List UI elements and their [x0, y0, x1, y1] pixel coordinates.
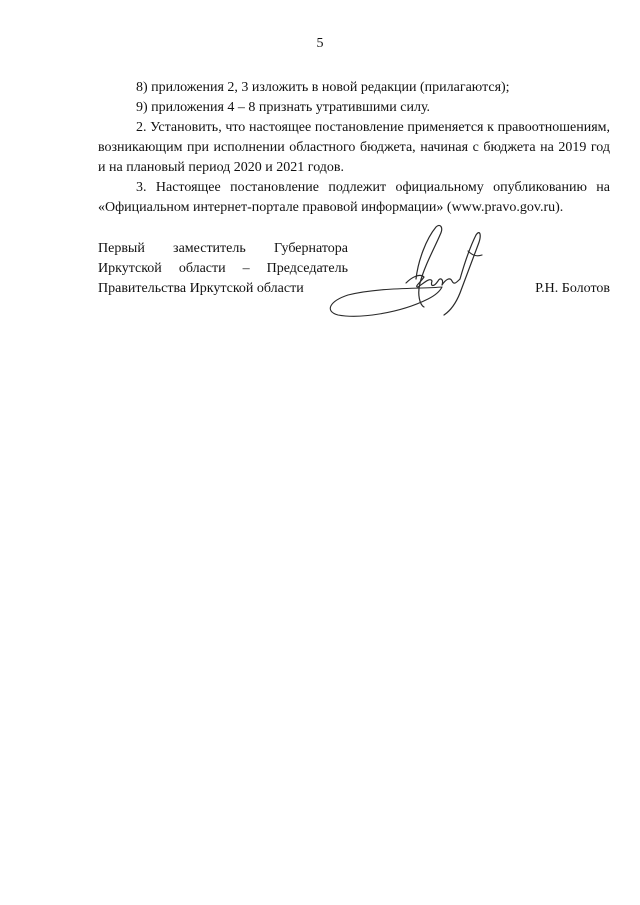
document-body [98, 78, 610, 218]
paragraph-clause-2: 2. Установить, что настоящее постановление применяется к правоотношениям, возникающим при исполнении областного бюджета, начиная с бюджета на 2019 год и на плановый период 2020 и 2021 годов. [98, 120, 610, 175]
paragraph-item-9: 9) приложения 4 – 8 признать утратившими силу. [136, 100, 431, 115]
signer-position-line-3: Правительства Иркутской области [98, 281, 304, 296]
paragraph-item-8: 8) приложения 2, 3 изложить в новой редакции (прилагаются); [136, 80, 510, 95]
signer-position [98, 239, 348, 299]
signature-stroke-swoosh [330, 287, 442, 316]
signer-position-line-1: Первый заместитель Губернатора [98, 241, 348, 256]
signer-position-line-2: Иркутской области – Председатель [98, 261, 348, 276]
signature-stroke-loop [416, 225, 442, 307]
handwritten-signature [320, 221, 490, 329]
signature-stroke-right [444, 233, 480, 315]
page-number: 5 [316, 36, 324, 51]
signature-block [98, 239, 610, 329]
signer-name: Р.Н. Болотов [535, 281, 610, 296]
paragraph-clause-3: 3. Настоящее постановление подлежит официальному опубликованию на «Официальном интернет-портале правовой информации» (www.pravo.gov.ru). [98, 180, 610, 215]
signature-stroke-letters [406, 275, 460, 287]
